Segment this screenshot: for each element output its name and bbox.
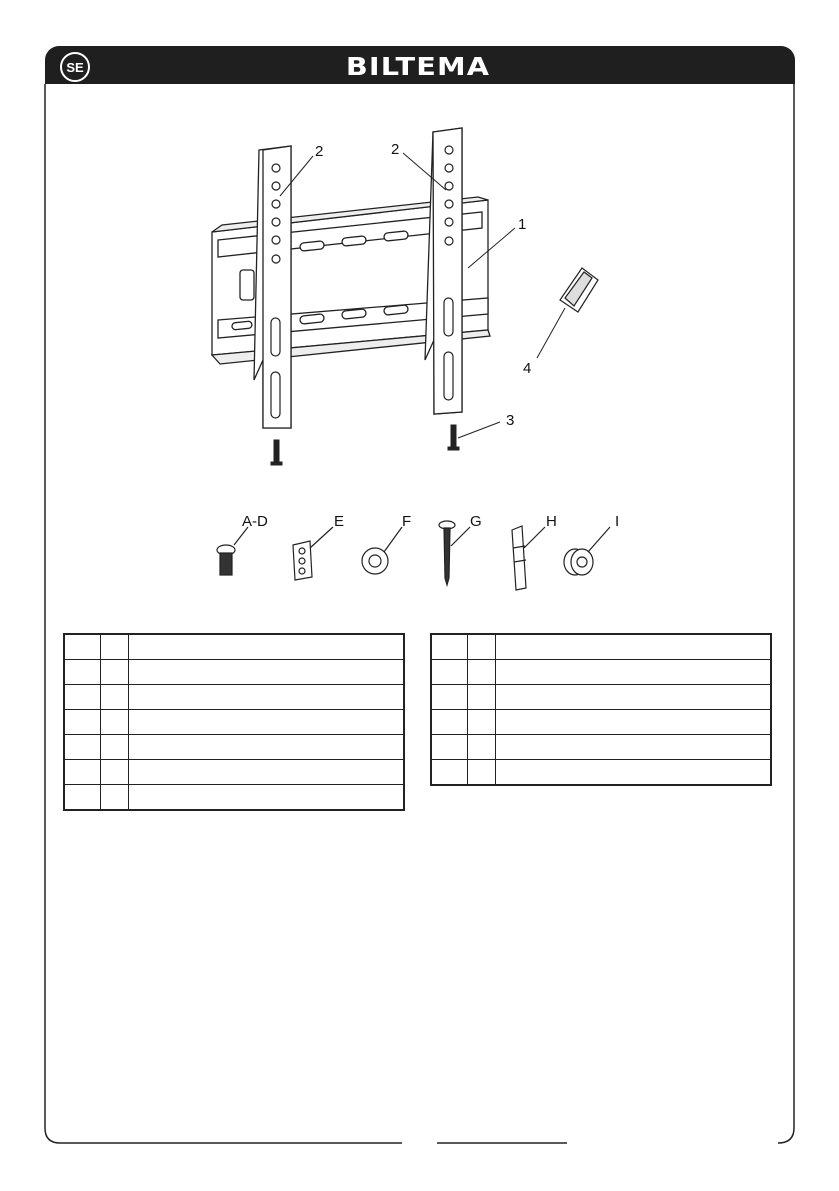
table-cell [64, 735, 101, 760]
table-cell [101, 710, 129, 735]
table-cell [101, 735, 129, 760]
table-cell [431, 660, 468, 685]
table-cell [496, 710, 772, 735]
spacer-plate-icon [293, 527, 333, 580]
table-cell [431, 760, 468, 786]
table-cell [431, 710, 468, 735]
table-row [431, 735, 771, 760]
table-cell [101, 785, 129, 811]
lag-screw-icon [439, 521, 470, 585]
table-row [64, 685, 404, 710]
table-cell [431, 685, 468, 710]
part-label-f: F [402, 513, 412, 530]
table-row [431, 710, 771, 735]
table-cell [496, 760, 772, 786]
table-cell [431, 634, 468, 660]
table-cell [64, 760, 101, 785]
spacer-ring-icon [564, 527, 610, 575]
wall-plug-icon [512, 526, 545, 590]
part-label-e: E [334, 513, 345, 530]
callout-4: 4 [523, 360, 532, 377]
table-cell [129, 735, 405, 760]
table-row [431, 660, 771, 685]
table-cell [496, 660, 772, 685]
table-cell [468, 760, 496, 786]
table-row [64, 785, 404, 811]
table-row [64, 760, 404, 785]
table-cell [64, 685, 101, 710]
table-cell [129, 634, 405, 660]
table-cell [468, 685, 496, 710]
table-cell [101, 634, 129, 660]
table-cell [64, 785, 101, 811]
table-cell [431, 735, 468, 760]
table-cell [129, 685, 405, 710]
table-cell [64, 660, 101, 685]
table-cell [101, 660, 129, 685]
table-cell [101, 685, 129, 710]
table-cell [129, 710, 405, 735]
table-cell [101, 760, 129, 785]
washer-icon [362, 527, 402, 574]
table-cell [496, 735, 772, 760]
table-row [431, 760, 771, 786]
table-cell [129, 785, 405, 811]
callout-3: 3 [506, 412, 515, 429]
table-cell [468, 710, 496, 735]
part-label-g: G [470, 513, 482, 530]
table-cell [129, 660, 405, 685]
table-cell [496, 685, 772, 710]
table-row [64, 710, 404, 735]
parts-table-left [63, 633, 405, 811]
table-cell [496, 634, 772, 660]
callout-2-left: 2 [315, 143, 324, 160]
language-badge: SE [60, 52, 90, 82]
table-row [431, 685, 771, 710]
table-cell [468, 634, 496, 660]
table-cell [129, 760, 405, 785]
table-row [64, 634, 404, 660]
callout-2-right: 2 [391, 141, 400, 158]
callout-1: 1 [518, 216, 527, 233]
table-row [64, 660, 404, 685]
parts-table-right [430, 633, 772, 786]
brand-logo: BILTEMA [345, 52, 491, 81]
table-row [64, 735, 404, 760]
part-label-a-d: A-D [242, 513, 268, 530]
table-cell [468, 660, 496, 685]
part-label-h: H [546, 513, 557, 530]
table-cell [64, 634, 101, 660]
table-row [431, 634, 771, 660]
bolt-icon [217, 527, 248, 575]
table-cell [64, 710, 101, 735]
table-cell [468, 735, 496, 760]
part-label-i: I [615, 513, 620, 530]
